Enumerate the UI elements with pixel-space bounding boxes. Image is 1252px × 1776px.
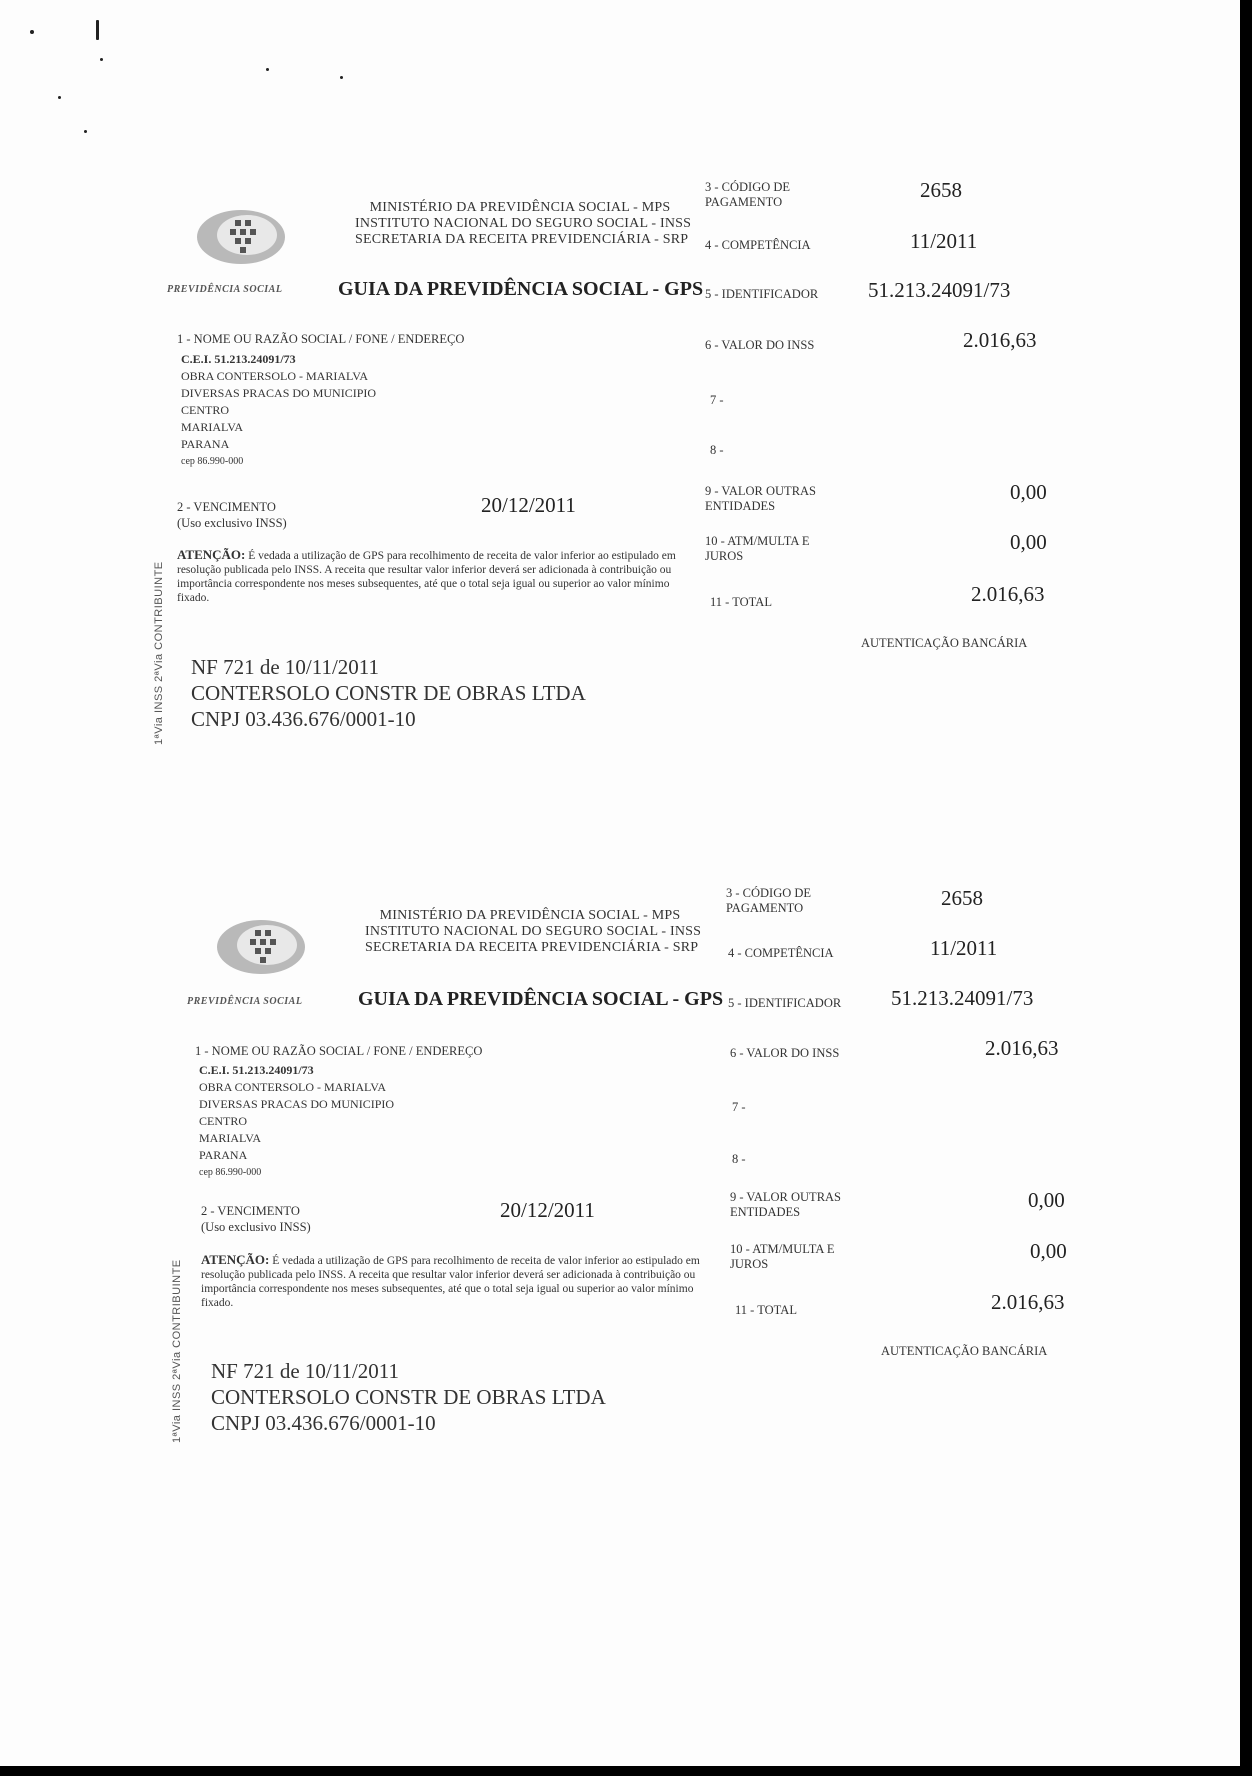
other-entities-value: 0,00 — [1010, 480, 1047, 504]
bank-auth-label: AUTENTICAÇÃO BANCÁRIA — [861, 636, 1028, 650]
invoice-note — [191, 654, 586, 732]
field6-label: 6 - VALOR DO INSS — [730, 1046, 840, 1060]
payment-code-value: 2658 — [920, 178, 962, 202]
field8-label: 8 - — [732, 1152, 746, 1166]
address-line: C.E.I. 51.213.24091/73 — [199, 1063, 314, 1077]
field2-label: 2 - VENCIMENTO — [177, 500, 276, 514]
copy-routing-vertical: 1ªVia INSS 2ªVia CONTRIBUINTE — [153, 561, 165, 745]
field4-label: 4 - COMPETÊNCIA — [705, 238, 811, 252]
invoice-line: CNPJ 03.436.676/0001-10 — [211, 1411, 436, 1435]
label-line: ENTIDADES — [705, 499, 776, 513]
gps-slip-1 — [153, 170, 1065, 745]
address-line: PARANA — [181, 437, 230, 451]
form-title: GUIA DA PREVIDÊNCIA SOCIAL - GPS — [358, 988, 724, 1010]
org-line: MINISTÉRIO DA PREVIDÊNCIA SOCIAL - MPS — [369, 200, 671, 215]
address-line: OBRA CONTERSOLO - MARIALVA — [181, 369, 369, 383]
warning-title: ATENÇÃO: — [177, 547, 246, 562]
org-header — [355, 200, 692, 248]
field7-label: 7 - — [710, 393, 724, 407]
label-line: PAGAMENTO — [726, 901, 804, 915]
address-line: CENTRO — [181, 403, 229, 417]
warning-title: ATENÇÃO: — [201, 1252, 270, 1267]
invoice-line: NF 721 de 10/11/2011 — [211, 1359, 400, 1383]
org-header — [365, 908, 702, 956]
label-line: JUROS — [730, 1257, 769, 1271]
field1-label: 1 - NOME OU RAZÃO SOCIAL / FONE / ENDEREÇO — [177, 332, 465, 346]
field3-label — [726, 886, 811, 916]
address-line: DIVERSAS PRACAS DO MUNICIPIO — [181, 386, 377, 400]
address-line: PARANA — [199, 1148, 248, 1162]
org-line: SECRETARIA DA RECEITA PREVIDENCIÁRIA - SRP — [365, 940, 699, 955]
address-line: MARIALVA — [199, 1131, 262, 1145]
field4-label: 4 - COMPETÊNCIA — [728, 946, 834, 960]
label-line: ENTIDADES — [730, 1205, 801, 1219]
logo-caption: PREVIDÊNCIA SOCIAL — [187, 996, 303, 1007]
copy-routing-vertical: 1ªVia INSS 2ªVia CONTRIBUINTE — [171, 1259, 183, 1443]
fines-interest-value: 0,00 — [1010, 530, 1047, 554]
address-line: DIVERSAS PRACAS DO MUNICIPIO — [199, 1097, 395, 1111]
label-line: PAGAMENTO — [705, 195, 783, 209]
warning-text: É vedada a utilização de GPS para recolhimento de receita de valor inferior ao estipulado em resolução publicada pelo INSS. A receita que resultar valor inferior deverá ser adicionada à contribuição ou importância correspondente nos meses subsequentes, até que o total seja igual ou superior ao valor mínimo fixado. — [201, 1255, 700, 1309]
previdencia-logo-icon — [195, 208, 287, 266]
identifier-value: 51.213.24091/73 — [868, 278, 1011, 302]
label-line: 9 - VALOR OUTRAS — [705, 484, 817, 498]
identifier-value: 51.213.24091/73 — [891, 986, 1034, 1010]
address-line: CENTRO — [199, 1114, 247, 1128]
org-line: INSTITUTO NACIONAL DO SEGURO SOCIAL - INSS — [355, 216, 692, 231]
field2-sublabel: (Uso exclusivo INSS) — [201, 1220, 311, 1234]
form-title: GUIA DA PREVIDÊNCIA SOCIAL - GPS — [338, 278, 704, 300]
address-line: MARIALVA — [181, 420, 244, 434]
contributor-address — [181, 351, 376, 470]
org-line: INSTITUTO NACIONAL DO SEGURO SOCIAL - INSS — [365, 924, 702, 939]
address-line: cep 86.990-000 — [181, 456, 244, 467]
field11-label: 11 - TOTAL — [735, 1303, 797, 1317]
field2-sublabel: (Uso exclusivo INSS) — [177, 516, 287, 530]
invoice-line: CNPJ 03.436.676/0001-10 — [191, 707, 416, 731]
invoice-line: CONTERSOLO CONSTR DE OBRAS LTDA — [211, 1385, 606, 1409]
field1-label: 1 - NOME OU RAZÃO SOCIAL / FONE / ENDEREÇO — [195, 1044, 483, 1058]
field3-label — [705, 180, 790, 210]
fines-interest-value: 0,00 — [1030, 1239, 1067, 1263]
field2-label: 2 - VENCIMENTO — [201, 1204, 300, 1218]
warning-notice — [201, 1253, 721, 1310]
due-date-value: 20/12/2011 — [500, 1198, 595, 1222]
logo-caption: PREVIDÊNCIA SOCIAL — [167, 284, 283, 295]
gps-slip-2 — [171, 878, 1085, 1443]
field7-label: 7 - — [732, 1100, 746, 1114]
due-date-value: 20/12/2011 — [481, 493, 576, 517]
bank-auth-label: AUTENTICAÇÃO BANCÁRIA — [881, 1344, 1048, 1358]
label-line: 9 - VALOR OUTRAS — [730, 1190, 842, 1204]
competence-value: 11/2011 — [930, 936, 998, 960]
inss-value: 2.016,63 — [985, 1036, 1059, 1060]
warning-notice — [177, 548, 697, 605]
label-line: 10 - ATM/MULTA E — [705, 534, 810, 548]
field6-label: 6 - VALOR DO INSS — [705, 338, 815, 352]
org-line: SECRETARIA DA RECEITA PREVIDENCIÁRIA - SRP — [355, 232, 689, 247]
field5-label: 5 - IDENTIFICADOR — [705, 287, 819, 301]
other-entities-value: 0,00 — [1028, 1188, 1065, 1212]
contributor-address — [199, 1062, 394, 1181]
warning-text: É vedada a utilização de GPS para recolhimento de receita de valor inferior ao estipulado em resolução publicada pelo INSS. A receita que resultar valor inferior deverá ser adicionada à contribuição ou importância correspondente nos meses subsequentes, até que o total seja igual ou superior ao valor mínimo fixado. — [177, 550, 676, 604]
label-line: 3 - CÓDIGO DE — [705, 180, 791, 194]
field10-label — [705, 534, 809, 564]
label-line: 3 - CÓDIGO DE — [726, 886, 812, 900]
payment-code-value: 2658 — [941, 886, 983, 910]
org-line: MINISTÉRIO DA PREVIDÊNCIA SOCIAL - MPS — [379, 908, 681, 923]
invoice-note — [211, 1358, 606, 1436]
address-line: cep 86.990-000 — [199, 1167, 262, 1178]
field5-label: 5 - IDENTIFICADOR — [728, 996, 842, 1010]
label-line: JUROS — [705, 549, 744, 563]
inss-value: 2.016,63 — [963, 328, 1037, 352]
field9-label — [705, 484, 816, 514]
total-value: 2.016,63 — [991, 1290, 1065, 1314]
competence-value: 11/2011 — [910, 229, 978, 253]
label-line: 10 - ATM/MULTA E — [730, 1242, 835, 1256]
field10-label — [730, 1242, 834, 1272]
field9-label — [730, 1190, 841, 1220]
address-line: C.E.I. 51.213.24091/73 — [181, 352, 296, 366]
previdencia-logo-icon — [215, 918, 307, 976]
invoice-line: NF 721 de 10/11/2011 — [191, 655, 380, 679]
address-line: OBRA CONTERSOLO - MARIALVA — [199, 1080, 387, 1094]
invoice-line: CONTERSOLO CONSTR DE OBRAS LTDA — [191, 681, 586, 705]
field8-label: 8 - — [710, 443, 724, 457]
total-value: 2.016,63 — [971, 582, 1045, 606]
field11-label: 11 - TOTAL — [710, 595, 772, 609]
